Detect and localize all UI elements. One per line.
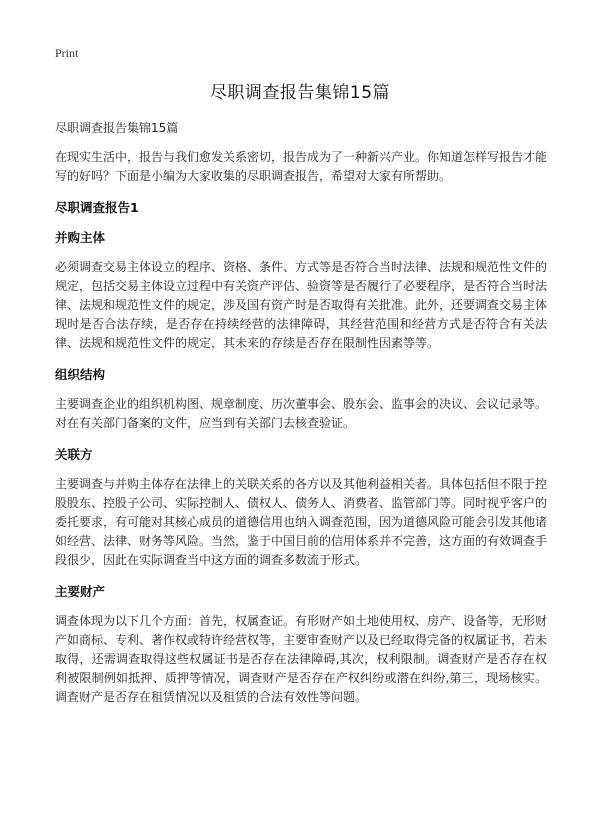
intro-paragraph: 在现实生活中，报告与我们愈发关系密切，报告成为了一种新兴产业。你知道怎样写报告才能写的好吗？下面是小编为大家收集的尽职调查报告，希望对大家有所帮助。: [55, 150, 548, 183]
section-text-merger-subject: 必须调查交易主体设立的程序、资格、条件、方式等是否符合当时法律、法规和规范性文件的规定，包括交易主体设立过程中有关资产评估、验资等是否履行了必要程序，是否符合当时法律、法规和规范性文件的规定，涉及国有资产时是否取得有关批准。此外，还要调查交易主体现时是否合法存续，是否存在持续经营的法律障碍，其经营范围和经营方式是否符合有关法律、法规和规范性文件的规定，其未来的存续是否存在限制性因素等等。: [55, 260, 548, 350]
section-text-main-assets: 调查体现为以下几个方面：首先，权属查证。有形财产如土地使用权、房产、设备等，无形财产如商标、专利、著作权或特许经营权等，主要审查财产以及已经取得完备的权属证书，若未取得，还需调查取得这些权属证书是否存在法律障碍,其次，权利限制。调查财产是否存在权利被限制例如抵押、质押等情况，调查财产是否存在产权纠纷或潜在纠纷,第三，现场核实。调查财产是否存在租赁情况以及租赁的合法有效性等问题。: [55, 614, 548, 704]
report-heading: 尽职调查报告1: [55, 200, 139, 215]
section-text-organization: 主要调查企业的组织机构图、规章制度、历次董事会、股东会、监事会的决议、会议记录等。对在有关部门备案的文件，应当到有关部门去核查验证。: [55, 397, 548, 430]
section-heading-related-parties: 关联方: [55, 447, 93, 462]
section-heading-organization: 组织结构: [55, 367, 106, 382]
document-body: [55, 118, 547, 719]
page-title: 尽职调查报告集锦15篇: [209, 83, 391, 103]
print-link[interactable]: Print: [55, 46, 79, 60]
document-subtitle: 尽职调查报告集锦15篇: [55, 121, 179, 135]
section-heading-main-assets: 主要财产: [55, 584, 106, 599]
section-text-related-parties: 主要调查与并购主体存在法律上的关联关系的各方以及其他利益相关者。具体包括但不限于控股股东、控股子公司、实际控制人、债权人、债务人、消费者、监管部门等。同时视乎客户的委托要求，有可能对其核心成员的道德信用也纳入调查范围，因为道德风险可能会引发其他诸如经营、法律、财务等风险。当然，鉴于中国目前的信用体系并不完善，这方面的有效调查手段很少，因此在实际调查当中这方面的调查多数流于形式。: [55, 477, 548, 567]
section-heading-merger-subject: 并购主体: [55, 230, 106, 245]
